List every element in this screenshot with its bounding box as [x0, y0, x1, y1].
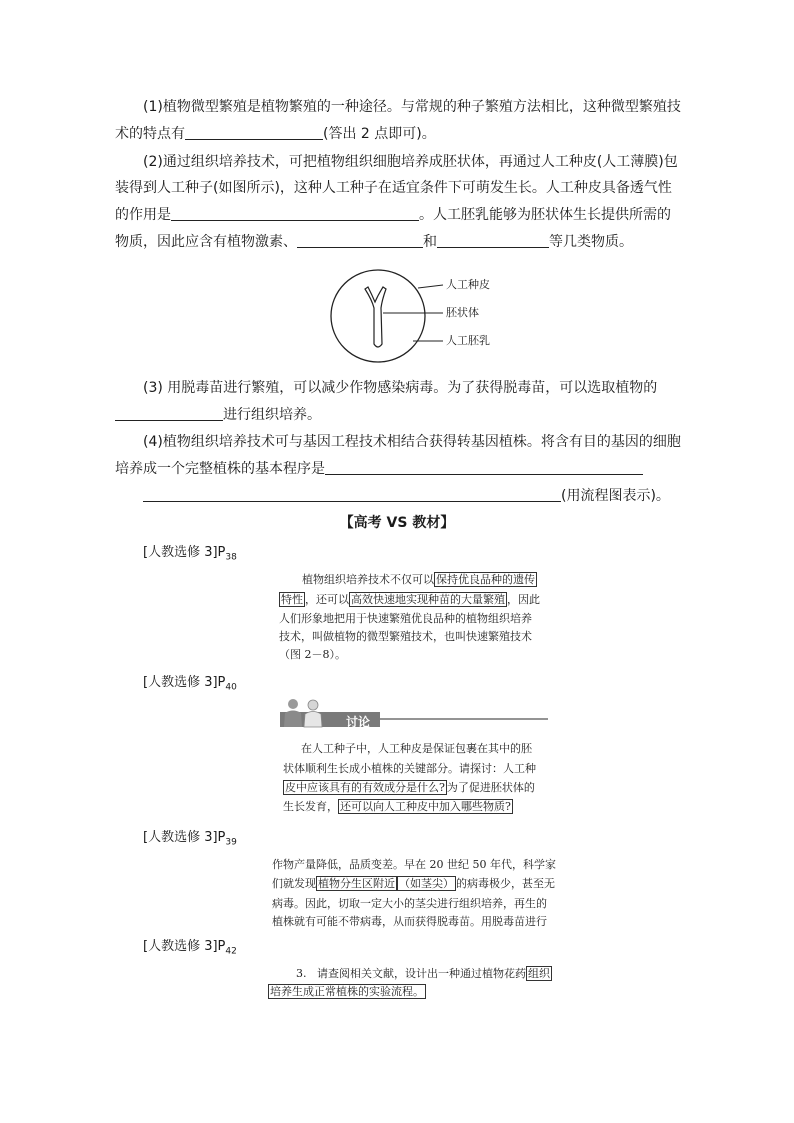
- excerpt3-line1: 作物产量降低，品质变差。早在 20 世纪 50 年代，科学家: [272, 858, 556, 871]
- q2-line4-prefix: 物质，因此应含有植物激素、: [115, 234, 297, 250]
- q3-line2-suffix: 进行组织培养。: [223, 407, 321, 423]
- q1-line2-suffix: (答出 2 点即可)。: [323, 126, 436, 142]
- excerpt4-highlight-box: 培养生成正常植株的实验流程。: [270, 985, 424, 998]
- q3-line1: (3) 用脱毒苗进行繁殖，可以减少作物感染病毒。为了获得脱毒苗，可以选取植物的: [143, 380, 658, 396]
- discussion-header: [280, 697, 550, 735]
- excerpt2-highlight-box: 皮中应该具有的有效成分是什么?: [285, 781, 445, 794]
- q2-line3-suffix: 。人工胚乳能够为胚状体生长提供所需的: [419, 207, 671, 223]
- excerpt3-text: 们就发现: [272, 877, 316, 890]
- excerpt3-text: 的病毒极少，甚至无: [456, 877, 555, 890]
- excerpt4-highlight-box: 组织: [528, 967, 550, 980]
- excerpt4-line1: [296, 965, 552, 983]
- q2-line1: (2)通过组织培养技术，可把植物组织细胞培养成胚状体，再通过人工种皮(人工薄膜)包: [143, 154, 678, 170]
- excerpt3-line4: 植株就有可能不带病毒，从而获得脱毒苗。用脱毒苗进行: [272, 915, 547, 928]
- q2-line4-suffix: 等几类物质。: [549, 234, 633, 250]
- q2-line3-prefix: 的作用是: [115, 207, 171, 223]
- excerpt2-line4: [283, 798, 513, 816]
- answer-blank-q4-a[interactable]: [325, 460, 643, 475]
- q4-line2: [115, 459, 643, 479]
- label-embryoid: 胚状体: [446, 306, 479, 319]
- label-seedcoat: 人工种皮: [446, 278, 490, 291]
- excerpt3-highlight-box: 植物分生区附近: [318, 877, 395, 890]
- label-endosperm: 人工胚乳: [446, 334, 490, 347]
- discussion-header-label: 讨论: [346, 715, 371, 729]
- textbook-reference-2: [143, 674, 237, 697]
- textbook-reference-1: [143, 544, 237, 567]
- answer-blank-q1[interactable]: [185, 125, 323, 140]
- ref-page: 38: [225, 552, 237, 563]
- excerpt1-text: ，因此: [507, 593, 540, 606]
- excerpt2-line2: 状体顺利生长成小植株的关键部分。请探讨：人工种: [283, 762, 536, 775]
- excerpt1-line1: [302, 571, 537, 589]
- ref-page: 42: [225, 946, 237, 957]
- textbook-reference-4: [143, 938, 237, 961]
- answer-blank-q2-c[interactable]: [437, 233, 549, 248]
- embryoid-shape: [365, 287, 386, 347]
- excerpt3-line3: 病毒。因此，切取一定大小的茎尖进行组织培养，再生的: [272, 897, 547, 910]
- q2-line3: [115, 205, 671, 225]
- excerpt2-text: 生长发育，: [283, 800, 338, 813]
- excerpt1-line3: 人们形象地把用于快速繁殖优良品种的植物组织培养: [279, 612, 532, 625]
- excerpt1-highlight-box: 保持优良品种的遗传: [436, 573, 535, 586]
- q3-line2: [115, 405, 321, 425]
- answer-blank-q3[interactable]: [115, 406, 223, 421]
- ref-text: [人教选修 3]P: [143, 939, 226, 954]
- excerpt1-line4: 技术，叫做植物的微型繁殖技术，也叫快速繁殖技术: [279, 630, 532, 643]
- excerpt2-text: 为了促进胚状体的: [446, 781, 535, 794]
- excerpt3-line2: [272, 875, 555, 893]
- textbook-reference-3: [143, 829, 237, 852]
- leader-seedcoat: [418, 285, 443, 288]
- excerpt1-text: ，还可以: [305, 593, 349, 606]
- excerpt4-line2: [268, 983, 426, 1001]
- ref-text: [人教选修 3]P: [143, 545, 226, 560]
- ref-text: [人教选修 3]P: [143, 830, 226, 845]
- q1-line1: (1)植物微型繁殖是植物繁殖的一种途径。与常规的种子繁殖方法相比，这种微型繁殖技: [143, 99, 681, 115]
- excerpt1-highlight-box: 特性: [281, 593, 303, 606]
- excerpt1-highlight-box: 高效快速地实现种苗的大量繁殖: [351, 593, 505, 606]
- excerpt1-line5: （图 2－8）。: [279, 648, 346, 661]
- q4-line1: (4)植物组织培养技术可与基因工程技术相结合获得转基因植株。将含有目的基因的细胞: [143, 434, 681, 450]
- q2-line4: [115, 232, 633, 252]
- excerpt3-highlight-box: （如茎尖）: [399, 877, 454, 890]
- excerpt1-text: 植物组织培养技术不仅可以: [302, 573, 434, 586]
- section-title: 【高考 VS 教材】: [339, 515, 455, 531]
- answer-blank-q2-b[interactable]: [297, 233, 423, 248]
- q4-line3-suffix: (用流程图表示)。: [561, 488, 670, 504]
- q2-line2: 装得到人工种子(如图所示)，这种人工种子在适宜条件下可萌发生长。人工种皮具备透气性: [115, 180, 672, 196]
- q2-line4-mid: 和: [423, 234, 437, 250]
- answer-blank-q2-a[interactable]: [171, 206, 419, 221]
- q4-line2-prefix: 培养成一个完整植株的基本程序是: [115, 461, 325, 477]
- ref-text: [人教选修 3]P: [143, 675, 226, 690]
- answer-blank-q4-b[interactable]: [143, 487, 561, 502]
- q4-line3: [143, 486, 670, 506]
- excerpt2-line1: 在人工种子中，人工种皮是保证包裹在其中的胚: [301, 742, 532, 755]
- excerpt2-highlight-box: 还可以向人工种皮中加入哪些物质?: [340, 800, 511, 813]
- excerpt2-line3: [283, 779, 535, 797]
- excerpt4-text: 请查阅相关文献，设计出一种通过植物花药: [317, 967, 526, 980]
- q1-line2: [115, 124, 436, 144]
- q1-line2-prefix: 术的特点有: [115, 126, 185, 142]
- excerpt1-line2: [279, 591, 540, 609]
- excerpt4-number: 3.: [296, 967, 307, 980]
- ref-page: 40: [225, 682, 237, 693]
- ref-page: 39: [225, 837, 237, 848]
